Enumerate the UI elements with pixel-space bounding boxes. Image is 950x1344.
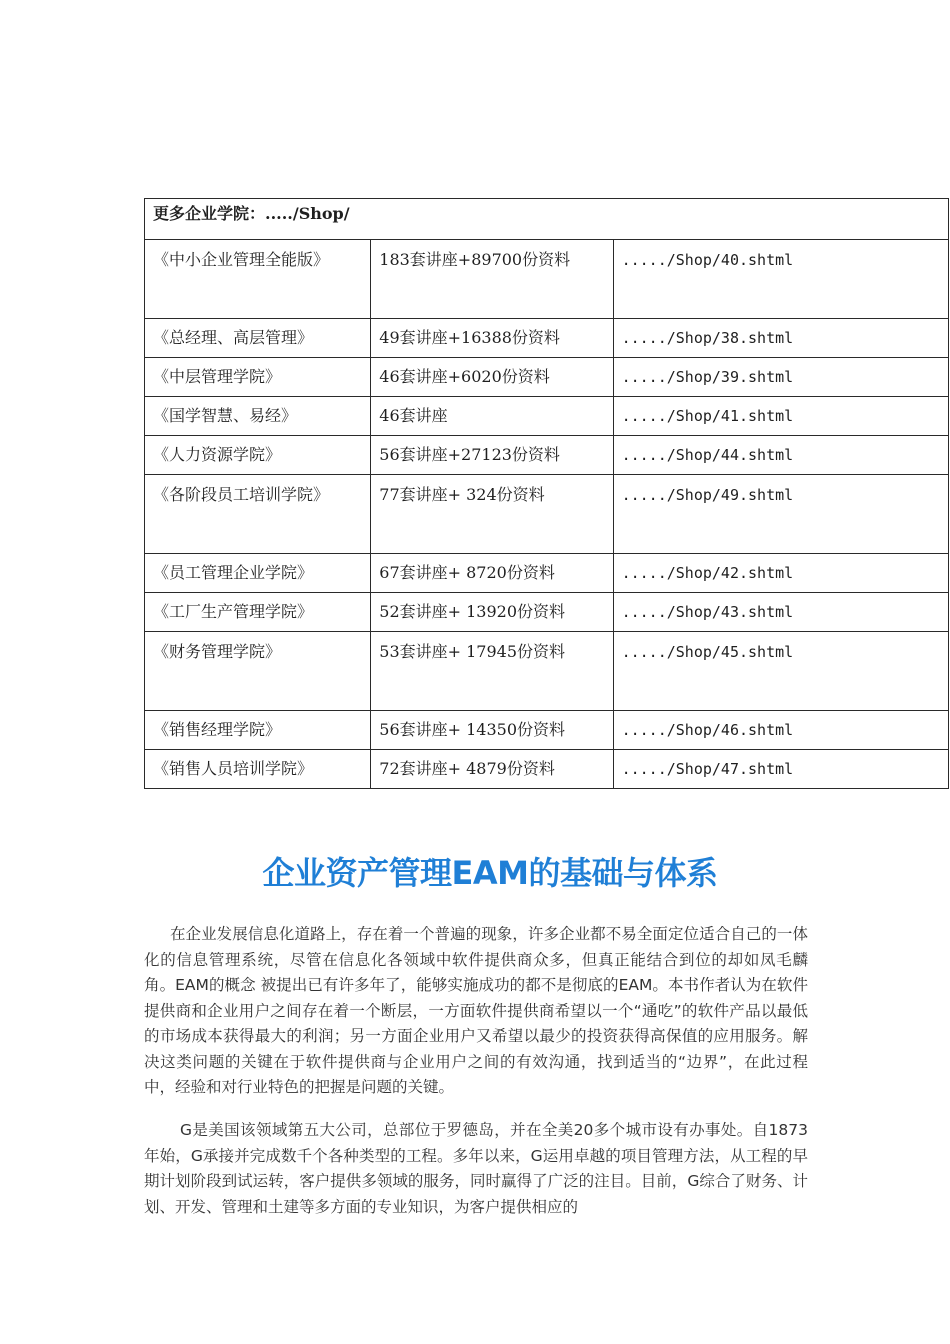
- table-row: [145, 475, 949, 554]
- academy-content: 52套讲座+ 13920份资料: [371, 593, 613, 632]
- academy-link[interactable]: ...../Shop/43.shtml: [613, 593, 948, 632]
- academy-content: 49套讲座+16388份资料: [371, 319, 613, 358]
- table-row: [145, 750, 949, 789]
- academy-content: 77套讲座+ 324份资料: [371, 475, 613, 554]
- academy-name: 《销售人员培训学院》: [145, 750, 371, 789]
- table-row: [145, 240, 949, 319]
- academy-content: 67套讲座+ 8720份资料: [371, 554, 613, 593]
- academy-name: 《人力资源学院》: [145, 436, 371, 475]
- table-row: [145, 593, 949, 632]
- academy-name: 《员工管理企业学院》: [145, 554, 371, 593]
- academy-link[interactable]: ...../Shop/39.shtml: [613, 358, 948, 397]
- table-row: [145, 711, 949, 750]
- academy-link[interactable]: ...../Shop/41.shtml: [613, 397, 948, 436]
- academy-name: 《财务管理学院》: [145, 632, 371, 711]
- academy-name: 《工厂生产管理学院》: [145, 593, 371, 632]
- academy-content: 56套讲座+27123份资料: [371, 436, 613, 475]
- academy-table: [144, 198, 949, 789]
- academy-content: 56套讲座+ 14350份资料: [371, 711, 613, 750]
- academy-link[interactable]: ...../Shop/47.shtml: [613, 750, 948, 789]
- academy-link[interactable]: ...../Shop/42.shtml: [613, 554, 948, 593]
- academy-name: 《各阶段员工培训学院》: [145, 475, 371, 554]
- academy-name: 《国学智慧、易经》: [145, 397, 371, 436]
- academy-content: 72套讲座+ 4879份资料: [371, 750, 613, 789]
- table-row: [145, 319, 949, 358]
- academy-name: 《总经理、高层管理》: [145, 319, 371, 358]
- table-row: [145, 436, 949, 475]
- article-paragraph: G是美国该领域第五大公司，总部位于罗德岛，并在全美20多个城市设有办事处。自1873年始，G承接并完成数千个各种类型的工程。多年以来，G运用卓越的项目管理方法，从工程的早期计划阶段到试运转，客户提供多领域的服务，同时赢得了广泛的注目。目前，G综合了财务、计划、开发、管理和土建等多方面的专业知识，为客户提供相应的: [144, 1121, 808, 1216]
- academy-link[interactable]: ...../Shop/44.shtml: [613, 436, 948, 475]
- academy-link[interactable]: ...../Shop/45.shtml: [613, 632, 948, 711]
- table-row: [145, 632, 949, 711]
- table-row: [145, 358, 949, 397]
- academy-link[interactable]: ...../Shop/49.shtml: [613, 475, 948, 554]
- academy-link[interactable]: ...../Shop/38.shtml: [613, 319, 948, 358]
- table-row: [145, 397, 949, 436]
- academy-name: 《中小企业管理全能版》: [145, 240, 371, 319]
- table-row: [145, 554, 949, 593]
- table-header: 更多企业学院：...../Shop/: [145, 199, 949, 240]
- academy-content: 46套讲座: [371, 397, 613, 436]
- article-paragraph: 在企业发展信息化道路上，存在着一个普遍的现象，许多企业都不易全面定位适合自己的一体化的信息管理系统，尽管在信息化各领域中软件提供商众多，但真正能结合到位的却如凤毛麟角。EAM的概念 被提出已有许多年了，能够实施成功的都不是彻底的EAM。本书作者认为在软件提供商和企业用户之间存在着一个断层，一方面软件提供商希望以一个“通吃”的软件产品以最低的市场成本获得最大的利润；另一方面企业用户又希望以最少的投资获得高保值的应用服务。解决这类问题的关键在于软件提供商与企业用户之间的有效沟通，找到适当的“边界”，在此过程中，经验和对行业特色的把握是问题的关键。: [144, 925, 808, 1096]
- academy-name: 《中层管理学院》: [145, 358, 371, 397]
- academy-link[interactable]: ...../Shop/46.shtml: [613, 711, 948, 750]
- academy-name: 《销售经理学院》: [145, 711, 371, 750]
- academy-content: 53套讲座+ 17945份资料: [371, 632, 613, 711]
- academy-link[interactable]: ...../Shop/40.shtml: [613, 240, 948, 319]
- academy-content: 183套讲座+89700份资料: [371, 240, 613, 319]
- academy-content: 46套讲座+6020份资料: [371, 358, 613, 397]
- article-title: 企业资产管理EAM的基础与体系: [262, 854, 718, 892]
